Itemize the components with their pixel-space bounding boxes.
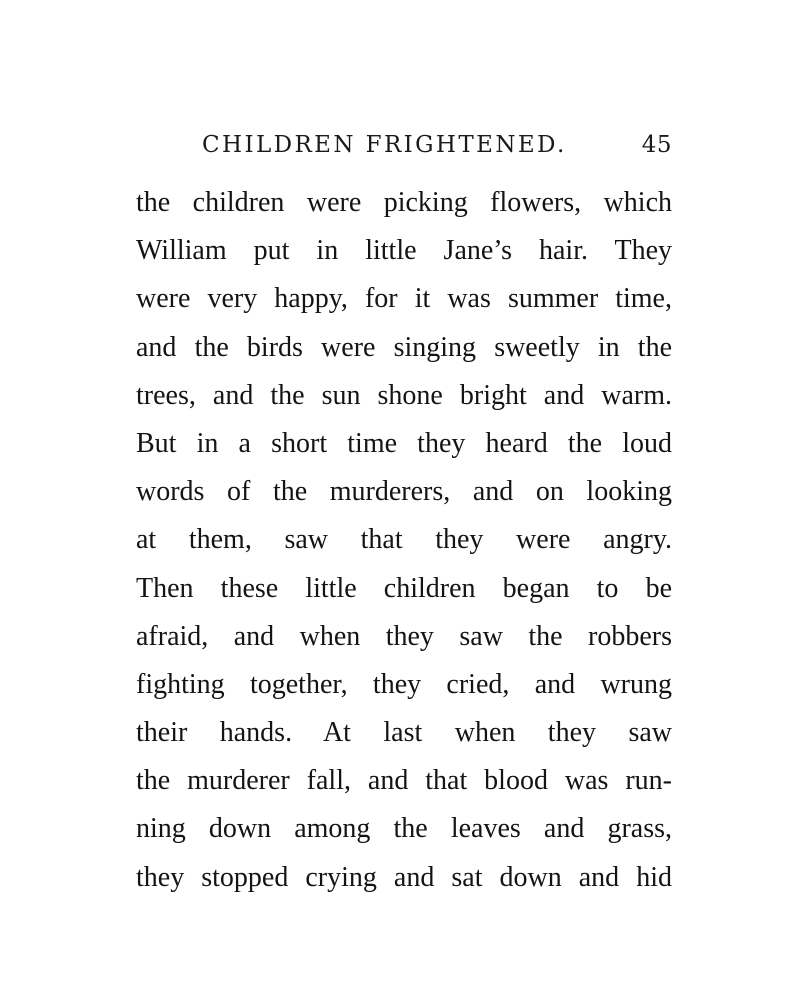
text-line: William put in little Jane’s hair. They <box>136 235 672 267</box>
text-line: at them, saw that they were angry. <box>136 524 672 556</box>
text-line: ning down among the leaves and grass, <box>136 813 672 845</box>
text-line: the murderer fall, and that blood was run- <box>136 765 672 797</box>
text-line: afraid, and when they saw the robbers <box>136 620 672 652</box>
text-line: But in a short time they heard the loud <box>136 427 672 459</box>
body-text <box>136 183 672 906</box>
text-line: words of the murderers, and on looking <box>136 476 672 508</box>
text-line: the children were picking flowers, which <box>136 187 672 218</box>
text-line: fighting together, they cried, and wrung <box>136 668 672 700</box>
text-line: were very happy, for it was summer time, <box>136 283 672 315</box>
text-line: and the birds were singing sweetly in the <box>136 331 672 363</box>
text-line: trees, and the sun shone bright and warm. <box>136 379 672 411</box>
running-header <box>202 132 672 168</box>
page-number: 45 <box>641 132 672 158</box>
running-title: CHILDREN FRIGHTENED. <box>202 132 567 158</box>
text-line: they stopped crying and sat down and hid <box>136 861 672 893</box>
text-line: Then these little children began to be <box>136 572 672 604</box>
text-line: their hands. At last when they saw <box>136 717 672 749</box>
